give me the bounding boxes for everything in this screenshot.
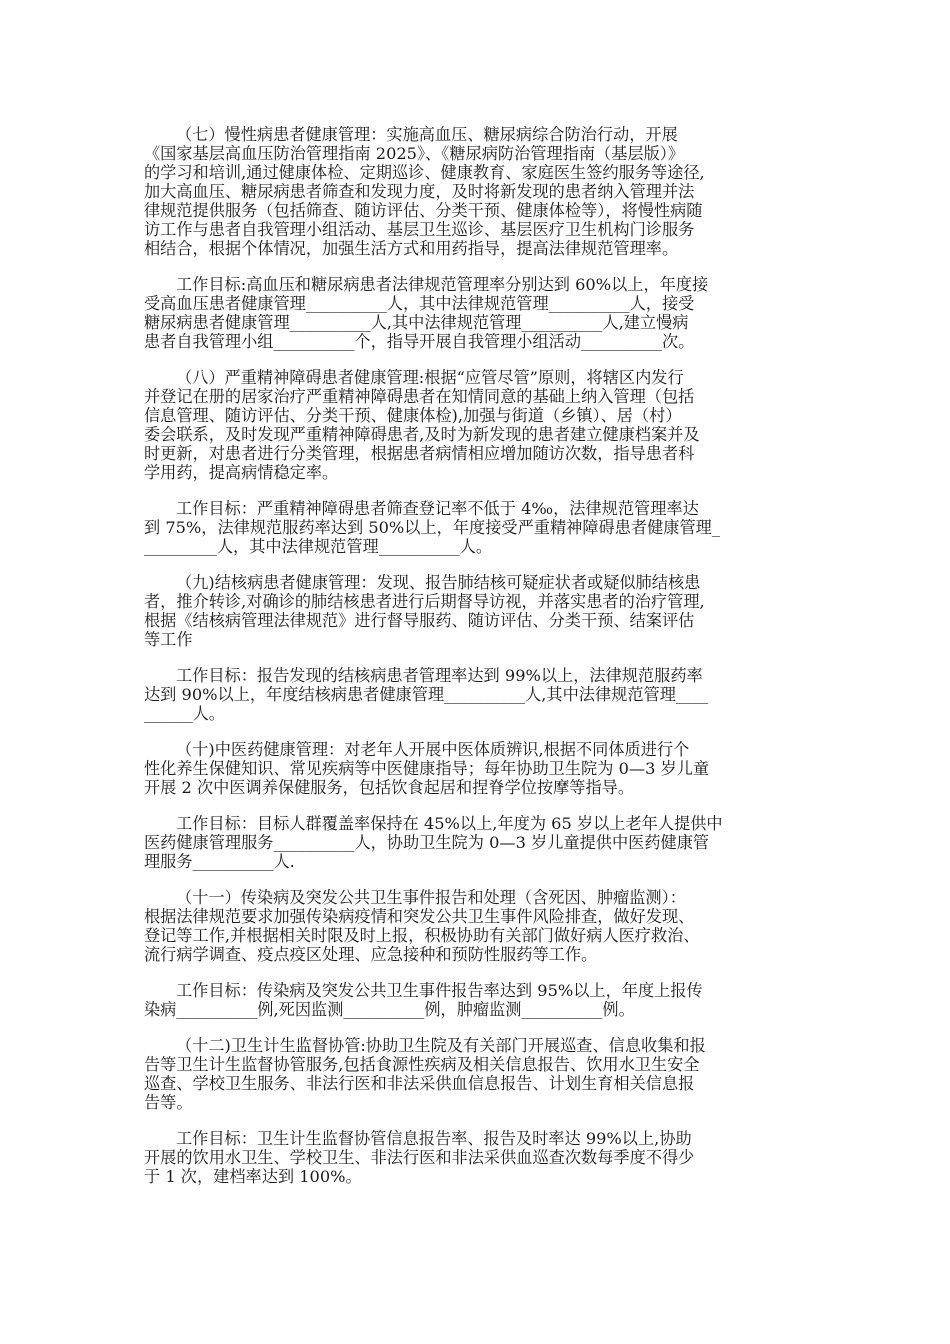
paragraph-section-12 [144, 1036, 810, 1112]
text-line: 流行病学调查、疫点疫区处理、应急接种和预防性服药等工作。 [144, 945, 598, 964]
text-line: （十二)卫生计生监督协管:协助卫生院及有关部门开展巡查、信息收集和报 [176, 1036, 706, 1055]
text-line: 根据法律规范要求加强传染病疫情和突发公共卫生事件风险排查，做好发现、 [144, 907, 695, 926]
text-line: 工作目标：严重精神障碍患者筛查登记率不低于 4‰，法律规范管理率达 [176, 499, 699, 518]
text-line: 染病__________例,死因监测__________例，肿瘤监测__________例。 [144, 1000, 635, 1019]
text-line: 告等卫生计生监督协管服务,包括食源性疾病及相关信息报告、饮用水卫生安全 [144, 1055, 700, 1074]
text-line: 工作目标：卫生计生监督协管信息报告率、报告及时率达 99%以上,协助 [176, 1129, 692, 1148]
text-line: 者，推介转诊,对确诊的肺结核患者进行后期督导访视，并落实患者的治疗管理, [144, 592, 705, 611]
paragraph-goal-11 [144, 981, 810, 1019]
text-line: 根据《结核病管理法律规范》进行督导服药、随访评估、分类干预、结案评估 [144, 611, 695, 630]
paragraph-goal-8 [144, 499, 810, 556]
text-line: 时更新，对患者进行分类管理，根据患者病情相应增加随访次数，指导患者科 [144, 444, 695, 463]
text-line: 等工作 [144, 630, 193, 649]
text-line: 医药健康管理服务__________人，协助卫生院为 0—3 岁儿童提供中医药健康管 [144, 833, 710, 852]
text-line: 工作目标：目标人群覆盖率保持在 45%以上,年度为 65 岁以上老年人提供中 [176, 814, 723, 833]
paragraph-goal-12 [144, 1129, 810, 1186]
text-line: 律规范提供服务（包括筛查、随访评估、分类干预、健康体检等），将慢性病随 [144, 201, 703, 220]
text-line: （八）严重精神障碍患者健康管理:根据“应管尽管”原则，将辖区内发行 [176, 368, 684, 387]
text-line: 工作目标：传染病及突发公共卫生事件报告率达到 95%以上，年度上报传 [176, 981, 703, 1000]
text-line: （十)中医药健康管理：对老年人开展中医体质辨识,根据不同体质进行个 [176, 740, 690, 759]
paragraph-section-9 [144, 573, 810, 649]
text-line: 开展 2 次中医调养保健服务，包括饮食起居和捏脊学位按摩等指导。 [144, 778, 635, 797]
text-line: 巡查、学校卫生服务、非法行医和非法采供血信息报告、计划生育相关信息报 [144, 1074, 695, 1093]
text-line: （十一）传染病及突发公共卫生事件报告和处理（含死因、肿瘤监测）： [176, 888, 686, 907]
text-line: 登记等工作,并根据相关时限及时上报，积极协助有关部门做好病人医疗救治、 [144, 926, 700, 945]
paragraph-goal-9 [144, 666, 810, 723]
paragraph-section-7 [144, 125, 810, 258]
text-line: （七）慢性病患者健康管理：实施高血压、糖尿病综合防治行动，开展 [176, 125, 678, 144]
text-line: 告等。 [144, 1093, 193, 1112]
text-line: 于 1 次，建档率达到 100%。 [144, 1167, 362, 1186]
document-body [144, 125, 810, 1203]
text-line: 《国家基层高血压防治管理指南 2025》、《糖尿病防治管理指南（基层版）》 [144, 144, 685, 163]
paragraph-section-10 [144, 740, 810, 797]
text-line: 学用药，提高病情稳定率。 [144, 463, 339, 482]
text-line: 患者自我管理小组__________个，指导开展自我管理小组活动__________次。 [144, 332, 695, 351]
text-line: 访工作与患者自我管理小组活动、基层卫生巡诊、基层医疗卫生机构门诊服务 [144, 220, 695, 239]
paragraph-goal-7 [144, 275, 810, 351]
text-line: 的学习和培训,通过健康体检、定期巡诊、健康教育、家庭医生签约服务等途径, [144, 163, 705, 182]
text-line: 委会联系，及时发现严重精神障碍患者,及时为新发现的患者建立健康档案并及 [144, 425, 700, 444]
text-line: 达到 90%以上，年度结核病患者健康管理__________人,其中法律规范管理____ [144, 685, 709, 704]
paragraph-goal-10 [144, 814, 810, 871]
text-line: 开展的饮用水卫生、学校卫生、非法行医和非法采供血巡查次数每季度不得少 [144, 1148, 695, 1167]
text-line: 加大高血压、糖尿病患者筛查和发现力度，及时将新发现的患者纳入管理并法 [144, 182, 695, 201]
text-line: 并登记在册的居家治疗严重精神障碍患者在知情同意的基础上纳入管理（包括 [144, 387, 695, 406]
text-line: 受高血压患者健康管理__________人，其中法律规范管理__________人，接受 [144, 294, 695, 313]
text-line: 信息管理、随访评估、分类干预、健康体检),加强与街道（乡镇）、居（村） [144, 406, 682, 425]
paragraph-section-8 [144, 368, 810, 482]
paragraph-section-11 [144, 888, 810, 964]
text-line: 性化养生保健知识、常见疾病等中医健康指导；每年协助卫生院为 0—3 岁儿童 [144, 759, 710, 778]
text-line: 相结合，根据个体情况，加强生活方式和用药指导，提高法律规范管理率。 [144, 239, 679, 258]
text-line: _________人，其中法律规范管理__________人。 [144, 537, 493, 556]
text-line: （九)结核病患者健康管理：发现、报告肺结核可疑症状者或疑似肺结核患 [176, 573, 701, 592]
text-line: 到 75%，法律规范服药率达到 50%以上，年度接受严重精神障碍患者健康管理_ [144, 518, 720, 537]
text-line: ______人。 [144, 704, 225, 723]
text-line: 工作目标:高血压和糖尿病患者法律规范管理率分别达到 60%以上，年度接 [176, 275, 709, 294]
text-line: 糖尿病患者健康管理__________人,其中法律规范管理__________人,建立慢病 [144, 313, 689, 332]
text-line: 工作目标：报告发现的结核病患者管理率达到 99%以上，法律规范服药率 [176, 666, 703, 685]
text-line: 理服务__________人. [144, 852, 295, 871]
